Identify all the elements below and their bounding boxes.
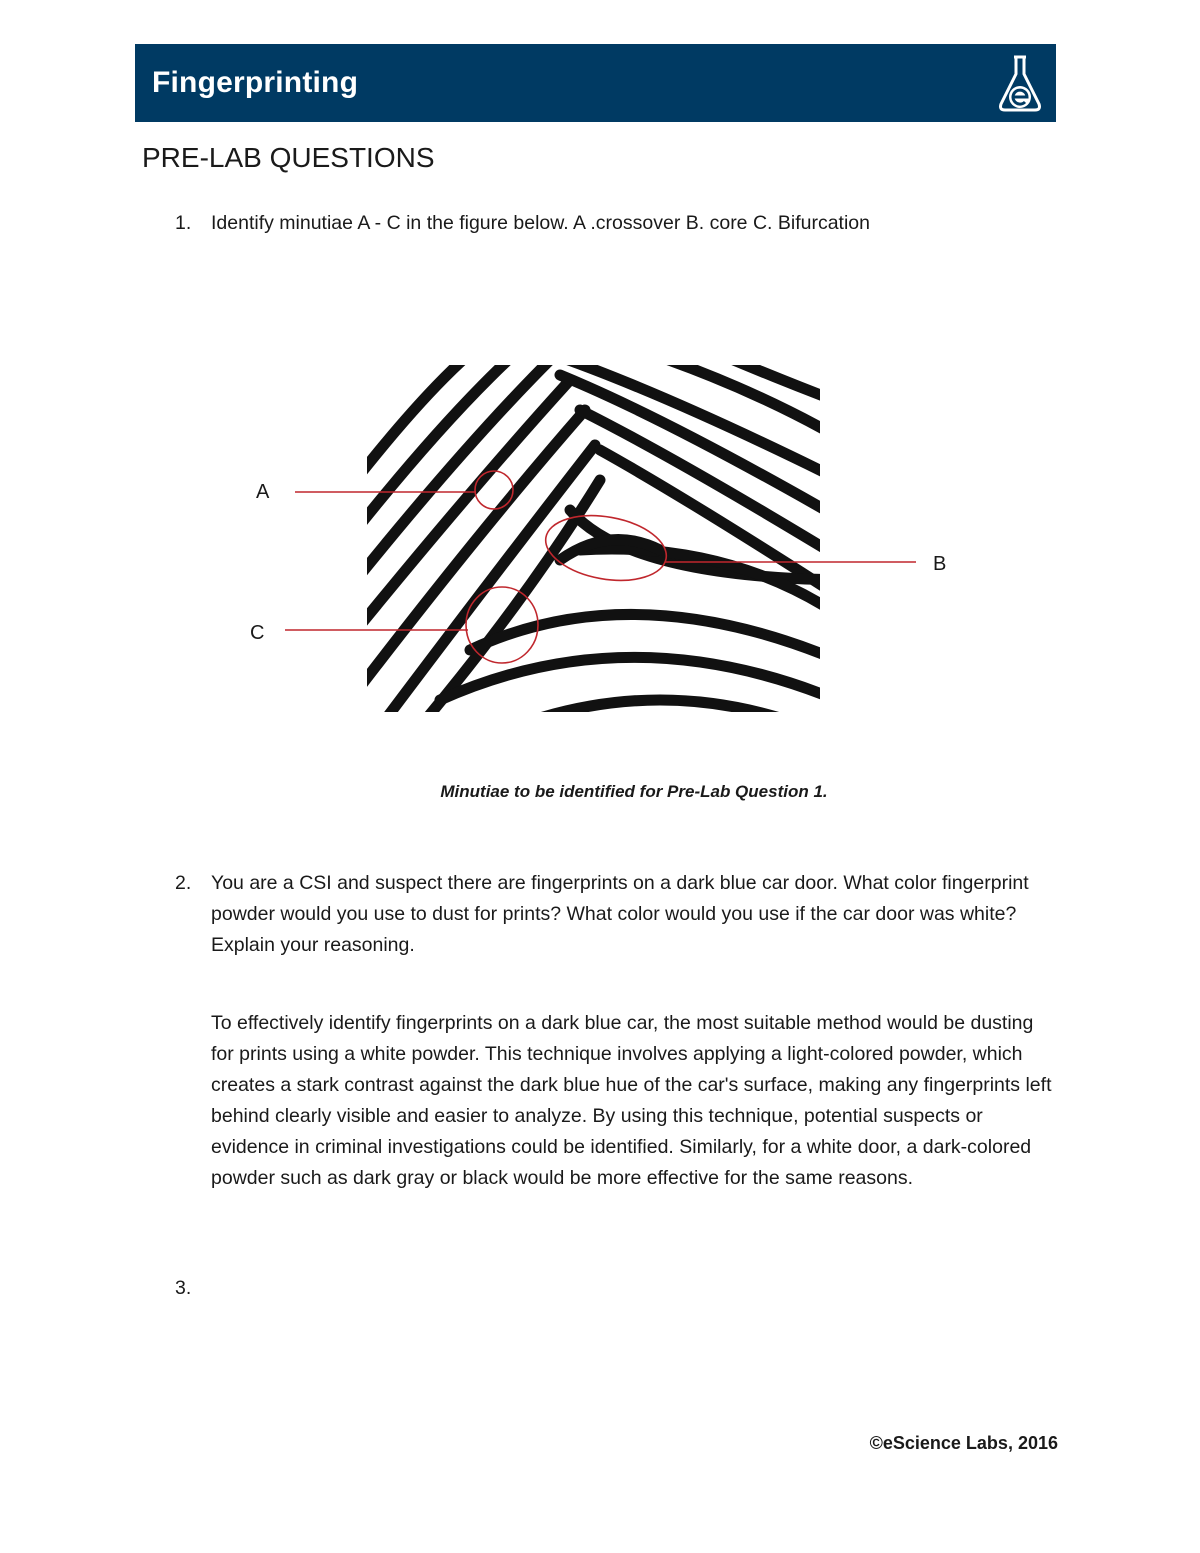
figure-caption: Minutiae to be identified for Pre-Lab Question 1.	[440, 782, 828, 801]
flask-e-logo-icon	[996, 54, 1044, 112]
question-number: 2.	[175, 872, 192, 894]
answer-2: To effectively identify fingerprints on a dark blue car, the most suitable method would be dusting for prints using a white powder. This technique involves applying a light-colored powder, which creates a stark contrast against the dark blue hue of the car's surface, making any fingerprints left behind clearly visible and easier to analyze. By using this technique, potential suspects or evidence in criminal investigations could be identified. Similarly, for a white door, a dark-colored powder such as dark gray or black would be more effective for the same reasons.	[211, 1012, 1052, 1189]
label-b: B	[933, 553, 947, 575]
document-title: Fingerprinting	[152, 66, 359, 99]
label-a: A	[256, 481, 270, 503]
question-1	[175, 208, 1061, 239]
fingerprint-figure	[240, 350, 960, 730]
question-number: 3.	[175, 1277, 192, 1299]
question-text: You are a CSI and suspect there are fingerprints on a dark blue car door. What color fingerprint powder would you use to dust for prints? What color would you use if the car door was white? Explain your reasoning.	[211, 872, 1029, 956]
footer-copyright: ©eScience Labs, 2016	[869, 1433, 1058, 1453]
fingerprint-image	[340, 350, 860, 730]
header-bar	[135, 44, 1056, 122]
question-text: Identify minutiae A - C in the figure below. A .crossover B. core C. Bifurcation	[211, 212, 870, 234]
section-title: PRE-LAB QUESTIONS	[142, 142, 435, 173]
question-2	[175, 868, 1061, 961]
label-c: C	[250, 622, 265, 644]
minutiae-diagram	[240, 350, 960, 730]
question-number: 1.	[175, 212, 192, 234]
